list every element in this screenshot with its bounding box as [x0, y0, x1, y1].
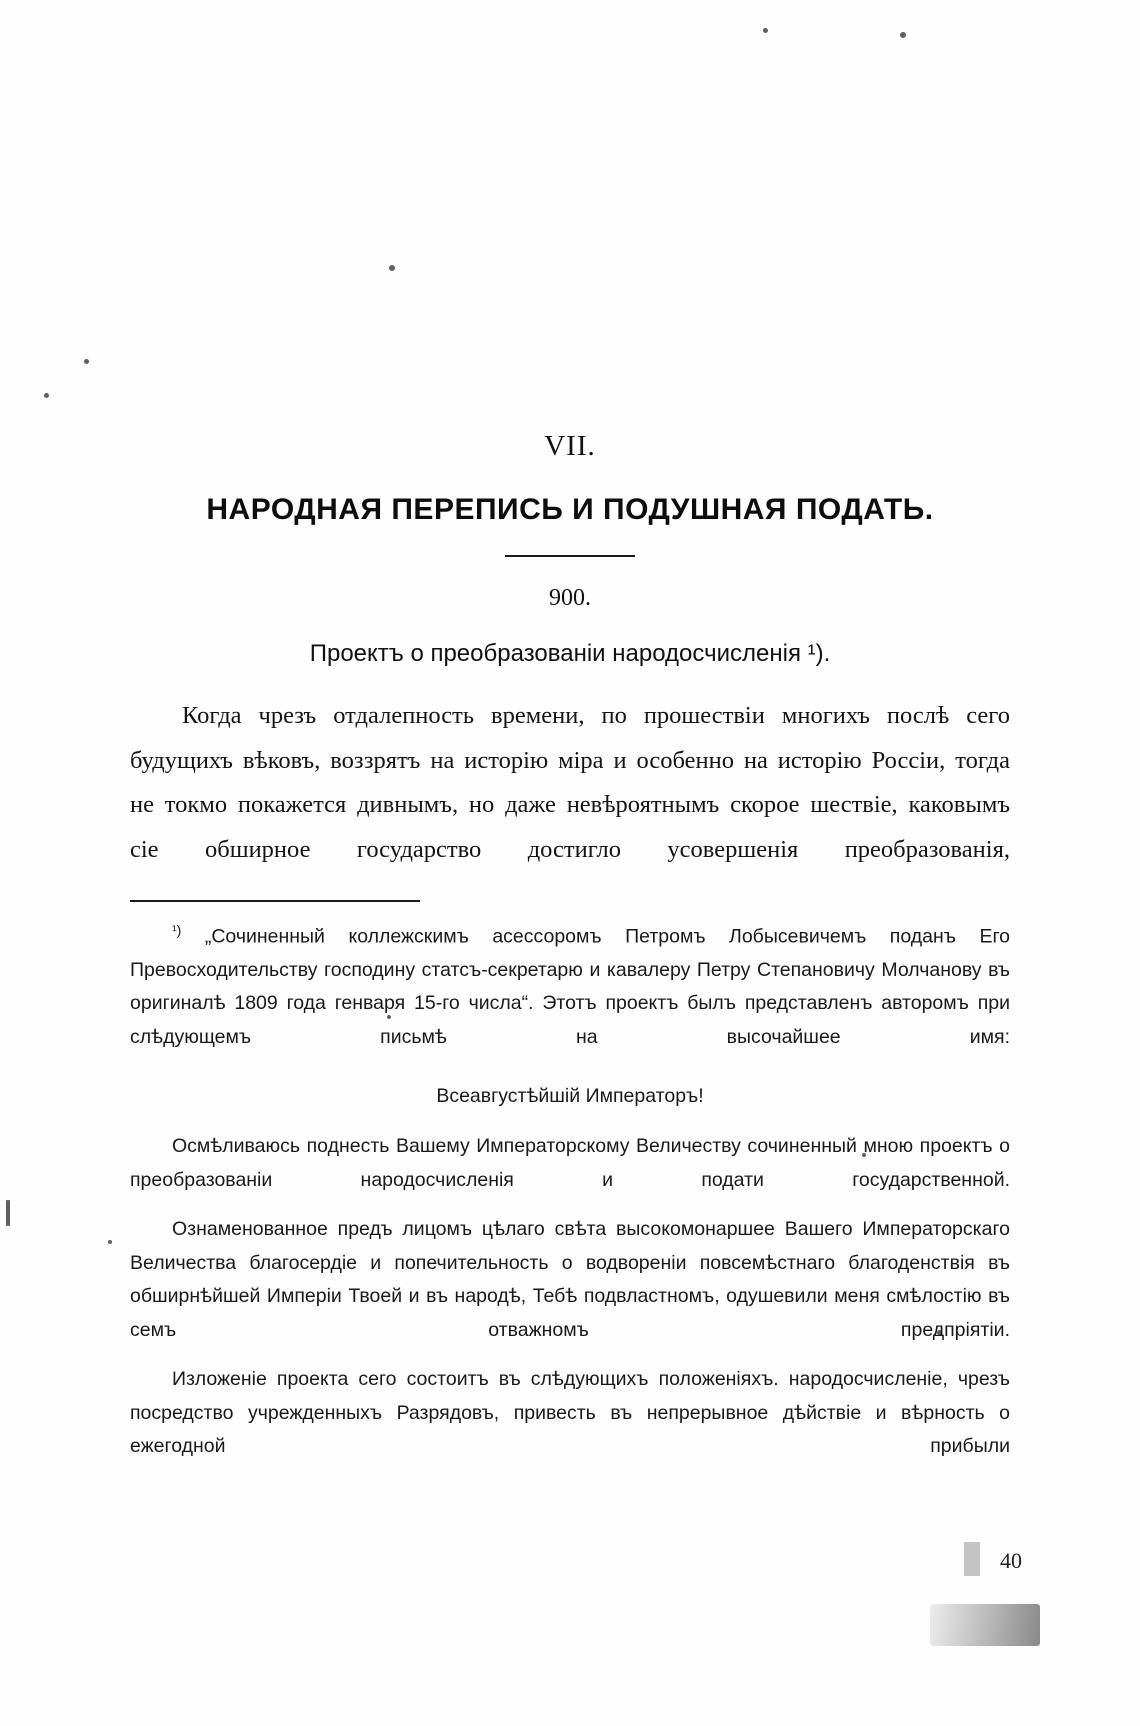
scan-speck	[108, 1240, 112, 1244]
document-content	[130, 0, 1010, 1464]
document-number: 900.	[549, 585, 591, 611]
chapter-number: VII.	[544, 430, 596, 462]
scan-smudge	[930, 1604, 1040, 1646]
scan-speck	[6, 1200, 10, 1226]
footnote-marker: ¹)	[172, 921, 182, 938]
footnote-paragraph-3: Изложеніе проекта сего состоитъ въ слѣдующихъ положеніяхъ. народосчисленіе, чрезъ посредство учрежденныхъ Разрядовъ, привесть въ непрерывное дѣйствіе и вѣрность о ежегодной прибыли	[130, 1368, 1010, 1458]
scan-speck	[44, 393, 49, 398]
footnote-salutation: Всеавгустѣйшій Императоръ!	[436, 1085, 704, 1108]
title-divider	[505, 555, 635, 557]
footnote-paragraph-2: Ознаменованное предъ лицомъ цѣлаго свѣта высокомонаршее Вашего Императорскаго Величества благосердіе и попечительность о водвореніи повсемѣстнаго благоденствія въ обширнѣйшей Имперіи Твоей и въ народѣ, Тебѣ подвластномъ, одушевили меня смѣлостію въ семъ отважномъ предпріятіи.	[130, 1218, 1010, 1341]
footnote-divider	[130, 900, 420, 902]
chapter-title: НАРОДНАЯ ПЕРЕПИСЬ И ПОДУШНАЯ ПОДАТЬ.	[206, 493, 934, 526]
scan-speck	[84, 359, 89, 364]
body-paragraph: Когда чрезъ отдалепность времени, по прошествіи многихъ послѣ сего будущихъ вѣковъ, воззрятъ на исторію міра и особенно на исторію Россіи, тогда не токмо покажется дивнымъ, но даже невѣроятнымъ скорое шествіе, каковымъ сіе обширное государство достигло усовершенія преобразованія,	[130, 702, 1010, 863]
page-number: 40	[1000, 1548, 1022, 1573]
scan-smudge-secondary	[964, 1542, 980, 1576]
footnote-intro-text: „Сочиненный коллежскимъ асессоромъ Петромъ Лобысевичемъ поданъ Его Превосходительству господину статсъ-секретарю и кавалеру Петру Степановичу Молчанову въ оригиналѣ 1809 года генваря 15-го числа“. Этотъ проектъ былъ представленъ авторомъ при слѣдующемъ письмѣ на высочайшее имя:	[130, 925, 1011, 1048]
document-subtitle: Проектъ о преобразованіи народосчисленія ¹).	[309, 640, 831, 667]
footnote-intro-block	[130, 918, 1010, 1055]
footnote-paragraph-1: Осмѣливаюсь поднесть Вашему Императорскому Величеству сочиненный мною проектъ о преобразованіи народосчисленія и подати государственной.	[130, 1134, 1010, 1191]
